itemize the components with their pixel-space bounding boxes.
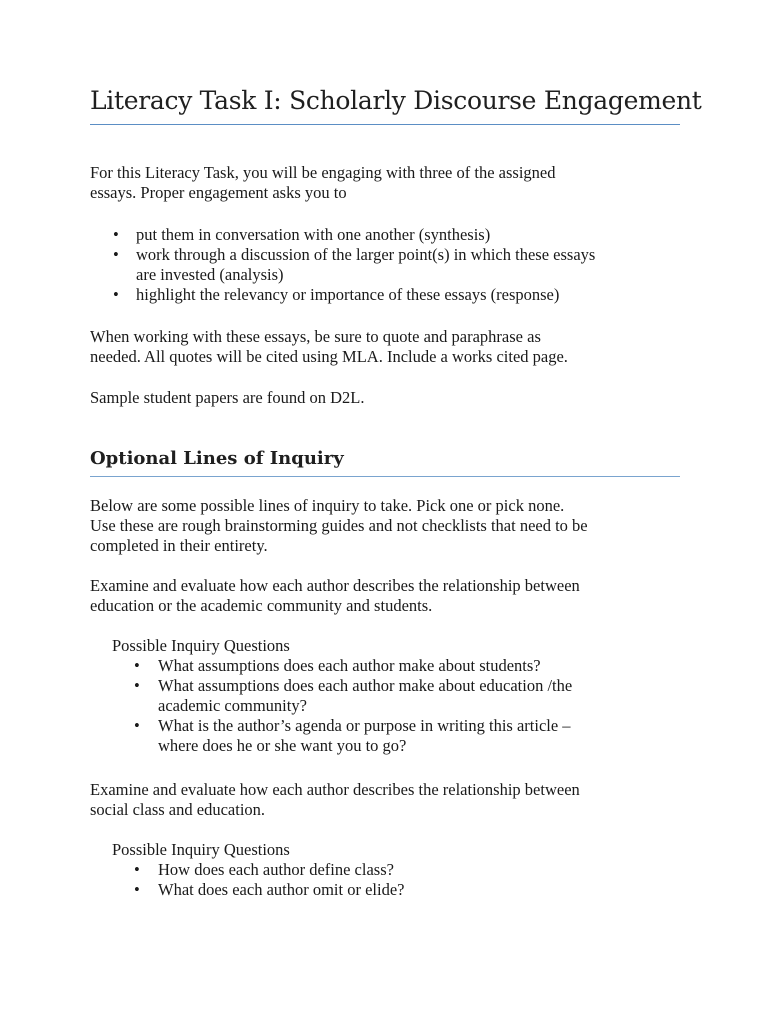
- list-item: [90, 880, 690, 900]
- section-underline: [90, 476, 680, 477]
- questions-label: Possible Inquiry Questions: [112, 636, 290, 655]
- list-item: [90, 716, 690, 756]
- page-title: Literacy Task I: Scholarly Discourse Engagement: [90, 86, 702, 115]
- bullet-icon: •: [113, 285, 119, 304]
- bullet-icon: •: [113, 225, 119, 244]
- inquiry-line: Examine and evaluate how each author describes the relationship between: [90, 780, 580, 799]
- list-item-text: academic community?: [158, 696, 307, 715]
- list-item: [90, 656, 690, 676]
- inquiry-2-questions-label: [112, 840, 712, 860]
- inquiry-1-questions: [90, 656, 690, 756]
- list-item-text: where does he or she want you to go?: [158, 736, 407, 755]
- mla-line: needed. All quotes will be cited using MLA. Include a works cited page.: [90, 347, 568, 366]
- questions-label: Possible Inquiry Questions: [112, 840, 290, 859]
- inquiry-1-questions-label: [112, 636, 712, 656]
- bullet-icon: •: [134, 656, 140, 675]
- bullet-icon: •: [134, 880, 140, 899]
- engagement-list: [90, 225, 690, 305]
- list-item: [90, 245, 690, 285]
- inquiry-1-paragraph: [90, 576, 690, 616]
- list-item: [90, 225, 690, 245]
- list-item-text: What assumptions does each author make about education /the: [158, 676, 573, 695]
- mla-paragraph: [90, 327, 690, 367]
- sample-paragraph: [90, 388, 690, 408]
- list-item-text: What is the author’s agenda or purpose in writing this article –: [158, 716, 571, 735]
- sample-line: Sample student papers are found on D2L.: [90, 388, 365, 407]
- below-line: Use these are rough brainstorming guides and not checklists that need to be: [90, 516, 588, 535]
- below-line: completed in their entirety.: [90, 536, 268, 555]
- list-item-text: work through a discussion of the larger point(s) in which these essays: [136, 245, 596, 264]
- list-item-text: What does each author omit or elide?: [158, 880, 405, 899]
- below-paragraph: [90, 496, 690, 556]
- title-underline: [90, 124, 680, 125]
- list-item: [90, 676, 690, 716]
- bullet-icon: •: [113, 245, 119, 264]
- section-heading: Optional Lines of Inquiry: [90, 448, 344, 469]
- list-item: [90, 285, 690, 305]
- list-item-text: What assumptions does each author make about students?: [158, 656, 541, 675]
- list-item-text: put them in conversation with one another (synthesis): [136, 225, 491, 244]
- inquiry-line: education or the academic community and students.: [90, 596, 433, 615]
- inquiry-2-paragraph: [90, 780, 690, 820]
- intro-line: essays. Proper engagement asks you to: [90, 183, 347, 202]
- inquiry-line: social class and education.: [90, 800, 266, 819]
- list-item-text: are invested (analysis): [136, 265, 284, 284]
- list-item-text: highlight the relevancy or importance of these essays (response): [136, 285, 560, 304]
- bullet-icon: •: [134, 676, 140, 695]
- inquiry-line: Examine and evaluate how each author describes the relationship between: [90, 576, 580, 595]
- mla-line: When working with these essays, be sure to quote and paraphrase as: [90, 327, 541, 346]
- bullet-icon: •: [134, 860, 140, 879]
- list-item-text: How does each author define class?: [158, 860, 394, 879]
- inquiry-2-questions: [90, 860, 690, 900]
- intro-paragraph: [90, 163, 690, 203]
- intro-line: For this Literacy Task, you will be engaging with three of the assigned: [90, 163, 556, 182]
- list-item: [90, 860, 690, 880]
- below-line: Below are some possible lines of inquiry to take. Pick one or pick none.: [90, 496, 565, 515]
- bullet-icon: •: [134, 716, 140, 735]
